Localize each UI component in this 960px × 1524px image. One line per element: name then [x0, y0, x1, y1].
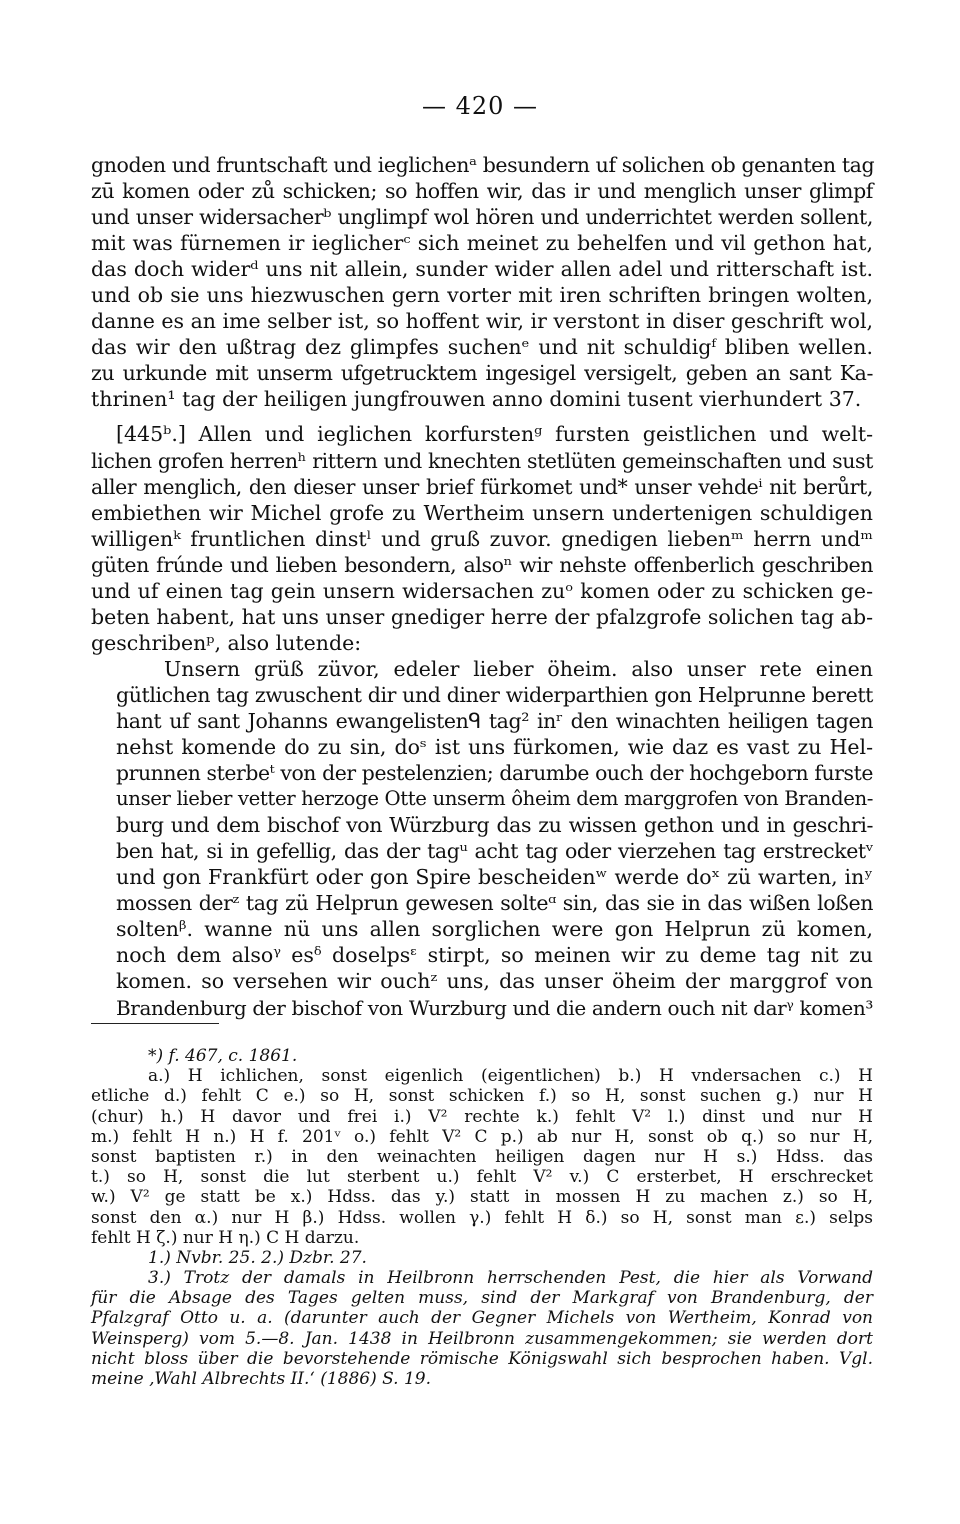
- text-line: zu urkunde mit unserm ufgetrucktem ingesigel versigelt, geben an sant Ka-: [91, 361, 873, 386]
- text-line: soltenᵝ. wanne nü uns allen sorglichen were gon Helprun zü komen,: [116, 917, 873, 942]
- text-line: aller menglich, den dieser unser brief fürkomet und* unser vehdeⁱ nit berůrt,: [91, 474, 873, 499]
- footnote-line: m.) fehlt H n.) H f. 201ᵛ o.) fehlt V² C p.) ab nur H, sonst ob q.) so nur H,: [91, 1126, 873, 1147]
- text-line: und ob sie uns hiezwuschen gern vorter mit iren schriften bringen wolten,: [91, 283, 873, 308]
- footnote-line: Pfalzgraf Otto u. a. (darunter auch der Gegner Michels von Wertheim, Konrad von: [91, 1308, 873, 1329]
- text-line: Brandenburg der bischof von Wurzburg und die andern ouch nit darᵞ komen³: [116, 995, 873, 1020]
- text-line: burg und dem bischof von Würzburg das zu wissen gethon und in geschri-: [116, 813, 873, 838]
- text-line: thrinen¹ tag der heiligen jungfrouwen anno domini tusent vierhundert 37.: [91, 387, 862, 412]
- text-line: mossen derᶻ tag zü Helprun gewesen solteᵅ sin, das sie in das wißen loßen: [116, 891, 873, 916]
- footnote-line: etliche d.) fehlt C e.) so H, sonst schicken f.) so H, sonst suchen g.) nur H: [91, 1086, 873, 1107]
- footnote-line: sonst den α.) nur H β.) Hdss. wollen γ.) fehlt H δ.) so H, sonst man ε.) selps: [91, 1207, 873, 1228]
- text-line: embiethen wir Michel grofe zu Wertheim unsern undertenigen schuldigen: [91, 500, 873, 525]
- footnote-line: sonst baptisten r.) in den weinachten heiligen dagen nur H s.) Hdss. das: [91, 1146, 873, 1167]
- text-line: [445ᵇ.] Allen und ieglichen korfurstenᵍ fursten geistlichen und welt-: [116, 422, 873, 447]
- main-text: [91, 152, 873, 1021]
- text-line: komen. so versehen wir ouchᶻ uns, das unser öheim der marggrof von: [116, 969, 873, 994]
- text-line: willigenᵏ fruntlichen dinstˡ und gruß zuvor. gnedigen liebenᵐ herrn undᵐ: [91, 526, 873, 551]
- text-line: beten habent, hat uns unser gnediger herre der pfalzgrofe solichen tag ab-: [91, 604, 873, 629]
- footnote-line: Weinsperg) vom 5.—8. Jan. 1438 in Heilbronn zusammengekommen; sie werden dort: [91, 1328, 873, 1349]
- text-line: und unser widersacherᵇ unglimpf wol hören und underrichtet werden sollent,: [91, 205, 873, 230]
- text-line: gnoden und fruntschaft und ieglichenᵃ besundern uf solichen ob genanten tag: [91, 153, 875, 177]
- footnote-line: nicht bloss über die bevorstehende römische Königswahl sich besprochen haben. Vgl.: [91, 1348, 873, 1369]
- footnote-line: t.) so H, sonst die lut sterbent u.) fehlt V² v.) C ersterbet, H erschrecket: [91, 1167, 873, 1188]
- page-number: — 420 —: [421, 92, 539, 120]
- text-line: zū komen oder zů schicken; so hoffen wir, das ir und menglich unser glimpf: [91, 179, 873, 204]
- footnote-line: 3.) Trotz der damals in Heilbronn herrschenden Pest, die hier als Vorwand: [148, 1268, 873, 1289]
- text-line: ben hat, si in gefellig, das der tagᵘ acht tag oder vierzehen tag erstrecketᵛ: [116, 839, 873, 864]
- text-line: das doch widerᵈ uns nit allein, sunder wider allen adel und ritterschaft ist.: [91, 257, 873, 282]
- footnote-line: w.) V² ge statt be x.) Hdss. das y.) statt in mossen H zu machen z.) so H,: [91, 1187, 873, 1208]
- footnotes: [91, 1046, 873, 1389]
- text-line: und uf einen tag gein unsern widersachen zuᵒ komen oder zu schicken ge-: [91, 578, 873, 603]
- text-line: geschribenᵖ, also lutende:: [91, 630, 362, 655]
- text-line: prunnen sterbeᵗ von der pestelenzien; darumbe ouch der hochgeborn furste: [116, 761, 873, 786]
- footnote-divider: [91, 1023, 219, 1024]
- text-line: und gon Frankfürt oder gon Spire bescheidenʷ werde doˣ zü warten, inʸ: [116, 865, 873, 890]
- text-line: das wir den ußtrag dez glimpfes suchenᵉ und nit schuldigᶠ bliben wellen.: [91, 335, 873, 360]
- footnote-line: meine ‚Wahl Albrechts II.‘ (1886) S. 19.: [91, 1369, 432, 1389]
- footnote-line: für die Absage des Tages gelten muss, sind der Markgraf von Brandenburg, der: [91, 1288, 873, 1309]
- footnote-line: fehlt H ζ.) nur H η.) C H darzu.: [91, 1227, 360, 1248]
- footnote-line: *) f. 467, c. 1861.: [148, 1046, 298, 1066]
- text-line: gütlichen tag zwuschent dir und diner widerparthien gon Helprunne berett: [116, 682, 873, 707]
- text-line: danne es an ime selber ist, so hoffent wir, ir verstont in diser geschrift wol,: [91, 309, 874, 334]
- text-line: unser lieber vetter herzoge Otte unserm ôheim dem marggrofen von Branden-: [116, 787, 873, 811]
- text-line: nehst komende do zu sin, doˢ ist uns fürkomen, wie daz es vast zu Hel-: [116, 735, 873, 760]
- text-line: hant uf sant Johanns ewangelistenᑫ tag² inʳ den winachten heiligen tagen: [116, 708, 873, 733]
- text-line: lichen grofen herrenʰ rittern und knechten stetlüten gemeinschaften und sust: [91, 448, 873, 473]
- footnote-line: 1.) Nvbr. 25. 2.) Dzbr. 27.: [148, 1247, 367, 1268]
- text-line: güten frúnde und lieben besondern, alsoⁿ wir nehste offenberlich geschriben: [91, 552, 873, 577]
- text-line: Unsern grüß züvor, edeler lieber öheim. also unser rete einen: [164, 656, 873, 681]
- text-line: mit was fürnemen ir ieglicherᶜ sich meinet zu behelfen und vil gethon hat,: [91, 231, 873, 256]
- footnote-line: a.) H ichlichen, sonst eigenlich (eigentlichen) b.) H vndersachen c.) H: [148, 1066, 873, 1087]
- footnote-line: (chur) h.) H davor und frei i.) V² rechte k.) fehlt V² l.) dinst und nur H: [91, 1106, 873, 1127]
- text-line: noch dem alsoᵞ esᵟ doselpsᵋ stirpt, so meinen wir zu deme tag nit zu: [116, 943, 873, 968]
